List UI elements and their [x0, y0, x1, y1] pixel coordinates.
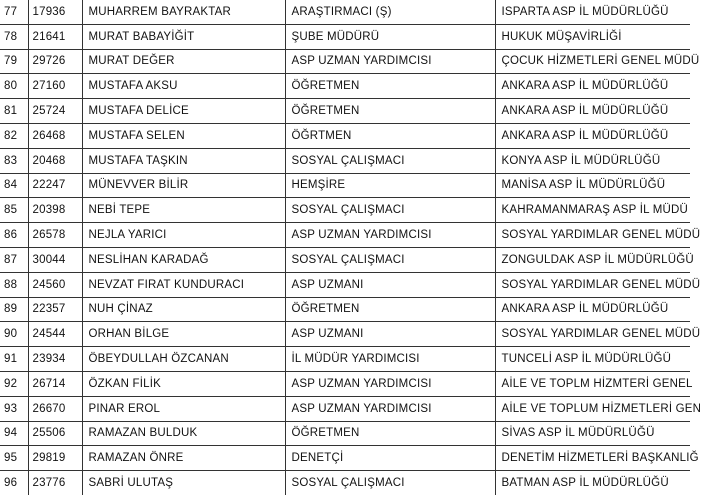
person-name-cell: RAMAZAN ÖNRE — [82, 446, 285, 471]
person-name-cell: PINAR EROL — [82, 396, 285, 421]
person-name-cell: MURAT BABAYİĞİT — [82, 24, 285, 49]
registry-number-cell: 17936 — [28, 0, 82, 24]
job-title-cell: SOSYAL ÇALIŞMACI — [285, 148, 495, 173]
row-number-cell: 96 — [0, 471, 28, 495]
person-name-cell: MUSTAFA TAŞKIN — [82, 148, 285, 173]
person-name-cell: RAMAZAN BULDUK — [82, 421, 285, 446]
table-row — [0, 272, 690, 297]
person-name-cell: ORHAN BİLGE — [82, 322, 285, 347]
row-number-cell: 95 — [0, 446, 28, 471]
registry-number-cell: 22357 — [28, 297, 82, 322]
person-name-cell: ÖZKAN FİLİK — [82, 371, 285, 396]
person-name-cell: MUHARREM BAYRAKTAR — [82, 0, 285, 24]
department-cell: MANİSA ASP İL MÜDÜRLÜĞÜ — [495, 173, 690, 198]
table-row — [0, 347, 690, 372]
department-cell: HUKUK MÜŞAVİRLİĞİ — [495, 24, 690, 49]
department-cell: ISPARTA ASP İL MÜDÜRLÜĞÜ — [495, 0, 690, 24]
department-cell: ZONGULDAK ASP İL MÜDÜRLÜĞÜ — [495, 247, 690, 272]
person-name-cell: NEJLA YARICI — [82, 223, 285, 248]
row-number-cell: 81 — [0, 99, 28, 124]
registry-number-cell: 24560 — [28, 272, 82, 297]
table-row — [0, 421, 690, 446]
row-number-cell: 85 — [0, 198, 28, 223]
registry-number-cell: 25724 — [28, 99, 82, 124]
table-row — [0, 322, 690, 347]
registry-number-cell: 23934 — [28, 347, 82, 372]
row-number-cell: 84 — [0, 173, 28, 198]
table-row — [0, 49, 690, 74]
job-title-cell: DENETÇİ — [285, 446, 495, 471]
registry-number-cell: 26468 — [28, 123, 82, 148]
registry-number-cell: 30044 — [28, 247, 82, 272]
row-number-cell: 80 — [0, 74, 28, 99]
department-cell: AİLE VE TOPLUM HİZMETLERİ GEN — [495, 396, 690, 421]
job-title-cell: HEMŞİRE — [285, 173, 495, 198]
row-number-cell: 82 — [0, 123, 28, 148]
department-cell: DENETİM HİZMETLERİ BAŞKANLIĞ — [495, 446, 690, 471]
table-row — [0, 223, 690, 248]
department-cell: KAHRAMANMARAŞ ASP İL MÜDÜ — [495, 198, 690, 223]
row-number-cell: 92 — [0, 371, 28, 396]
department-cell: ANKARA ASP İL MÜDÜRLÜĞÜ — [495, 99, 690, 124]
person-name-cell: MÜNEVVER BİLİR — [82, 173, 285, 198]
registry-number-cell: 24544 — [28, 322, 82, 347]
job-title-cell: ÖĞRETMEN — [285, 421, 495, 446]
person-name-cell: MUSTAFA AKSU — [82, 74, 285, 99]
registry-number-cell: 29819 — [28, 446, 82, 471]
registry-number-cell: 21641 — [28, 24, 82, 49]
row-number-cell: 79 — [0, 49, 28, 74]
department-cell: AİLE VE TOPLM HİZMTERİ GENEL — [495, 371, 690, 396]
table-row — [0, 0, 690, 24]
person-name-cell: ÖBEYDULLAH ÖZCANAN — [82, 347, 285, 372]
table-row — [0, 247, 690, 272]
job-title-cell: ASP UZMAN YARDIMCISI — [285, 396, 495, 421]
row-number-cell: 93 — [0, 396, 28, 421]
department-cell: SOSYAL YARDIMLAR GENEL MÜDÜ — [495, 223, 690, 248]
row-number-cell: 77 — [0, 0, 28, 24]
table-row — [0, 74, 690, 99]
person-name-cell: MURAT DEĞER — [82, 49, 285, 74]
job-title-cell: ÖĞRETMEN — [285, 74, 495, 99]
row-number-cell: 87 — [0, 247, 28, 272]
table-row — [0, 173, 690, 198]
row-number-cell: 90 — [0, 322, 28, 347]
registry-number-cell: 22247 — [28, 173, 82, 198]
department-cell: SOSYAL YARDIMLAR GENEL MÜDÜ — [495, 322, 690, 347]
job-title-cell: ÖĞRETMEN — [285, 297, 495, 322]
registry-number-cell: 27160 — [28, 74, 82, 99]
department-cell: ANKARA ASP İL MÜDÜRLÜĞÜ — [495, 74, 690, 99]
job-title-cell: İL MÜDÜR YARDIMCISI — [285, 347, 495, 372]
department-cell: ÇOCUK HİZMETLERİ GENEL MÜDÜ — [495, 49, 690, 74]
department-cell: ANKARA ASP İL MÜDÜRLÜĞÜ — [495, 123, 690, 148]
person-name-cell: NUH ÇİNAZ — [82, 297, 285, 322]
registry-number-cell: 26714 — [28, 371, 82, 396]
registry-number-cell: 20398 — [28, 198, 82, 223]
table-row — [0, 148, 690, 173]
table-row — [0, 198, 690, 223]
job-title-cell: SOSYAL ÇALIŞMACI — [285, 198, 495, 223]
row-number-cell: 94 — [0, 421, 28, 446]
registry-number-cell: 20468 — [28, 148, 82, 173]
registry-number-cell: 26578 — [28, 223, 82, 248]
job-title-cell: ASP UZMANI — [285, 272, 495, 297]
person-name-cell: MUSTAFA SELEN — [82, 123, 285, 148]
table-row — [0, 446, 690, 471]
registry-number-cell: 23776 — [28, 471, 82, 495]
registry-number-cell: 26670 — [28, 396, 82, 421]
table-row — [0, 297, 690, 322]
job-title-cell: ÖĞRTMEN — [285, 123, 495, 148]
table-row — [0, 471, 690, 495]
table-row — [0, 123, 690, 148]
job-title-cell: SOSYAL ÇALIŞMACI — [285, 471, 495, 495]
department-cell: SOSYAL YARDIMLAR GENEL MÜDÜ — [495, 272, 690, 297]
registry-number-cell: 25506 — [28, 421, 82, 446]
department-cell: TUNCELİ ASP İL MÜDÜRLÜĞÜ — [495, 347, 690, 372]
table-row — [0, 371, 690, 396]
person-name-cell: NEBİ TEPE — [82, 198, 285, 223]
job-title-cell: ÖĞRETMEN — [285, 99, 495, 124]
table-row — [0, 396, 690, 421]
row-number-cell: 91 — [0, 347, 28, 372]
row-number-cell: 86 — [0, 223, 28, 248]
job-title-cell: ASP UZMAN YARDIMCISI — [285, 371, 495, 396]
department-cell: BATMAN ASP İL MÜDÜRLÜĞÜ — [495, 471, 690, 495]
registry-number-cell: 29726 — [28, 49, 82, 74]
person-name-cell: NEVZAT FIRAT KUNDURACI — [82, 272, 285, 297]
job-title-cell: ASP UZMANI — [285, 322, 495, 347]
row-number-cell: 88 — [0, 272, 28, 297]
table-row — [0, 24, 690, 49]
job-title-cell: ASP UZMAN YARDIMCISI — [285, 49, 495, 74]
row-number-cell: 83 — [0, 148, 28, 173]
table-row — [0, 99, 690, 124]
department-cell: ANKARA ASP İL MÜDÜRLÜĞÜ — [495, 297, 690, 322]
person-name-cell: MUSTAFA DELİCE — [82, 99, 285, 124]
job-title-cell: SOSYAL ÇALIŞMACI — [285, 247, 495, 272]
row-number-cell: 89 — [0, 297, 28, 322]
row-number-cell: 78 — [0, 24, 28, 49]
department-cell: SİVAS ASP İL MÜDÜRLÜĞÜ — [495, 421, 690, 446]
job-title-cell: ŞUBE MÜDÜRÜ — [285, 24, 495, 49]
person-name-cell: NESLİHAN KARADAĞ — [82, 247, 285, 272]
job-title-cell: ASP UZMAN YARDIMCISI — [285, 223, 495, 248]
department-cell: KONYA ASP İL MÜDÜRLÜĞÜ — [495, 148, 690, 173]
job-title-cell: ARAŞTIRMACI (Ş) — [285, 0, 495, 24]
person-name-cell: SABRİ ULUTAŞ — [82, 471, 285, 495]
